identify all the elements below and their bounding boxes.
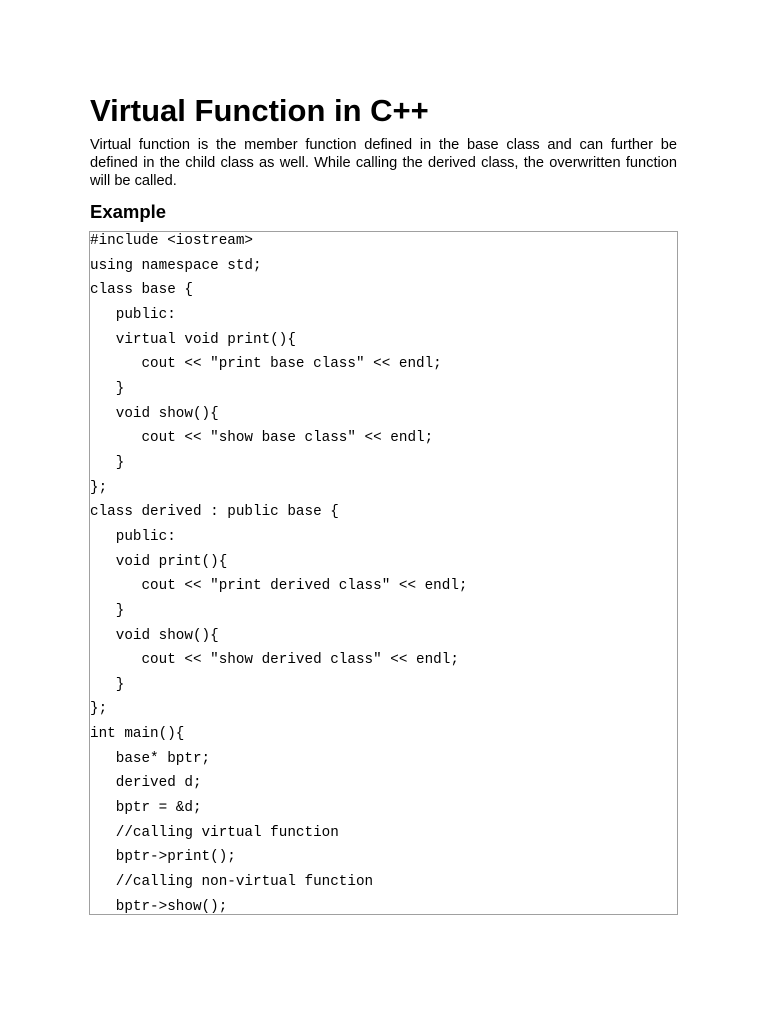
code-line: derived d; [90, 775, 202, 792]
page-title: Virtual Function in C++ [90, 93, 429, 128]
code-line: } [90, 454, 125, 471]
code-line: void show(){ [90, 405, 219, 422]
code-line: public: [90, 528, 176, 545]
code-line: } [90, 676, 125, 693]
example-heading: Example [90, 201, 167, 222]
code-line: //calling virtual function [90, 824, 339, 841]
code-block [89, 231, 678, 915]
code-line: void print(){ [90, 553, 228, 570]
code-line: }; [90, 701, 108, 718]
code-line: bptr->show(); [90, 898, 228, 915]
code-line: base* bptr; [90, 750, 211, 767]
code-line: //calling non-virtual function [90, 874, 374, 891]
code-line: using namespace std; [90, 257, 262, 274]
code-line: void show(){ [90, 627, 219, 644]
code-line: cout << "show base class" << endl; [90, 430, 434, 447]
code-line: int main(){ [90, 726, 185, 743]
intro-paragraph: Virtual function is the member function defined in the base class and can further be defined in the child class as well. While calling the derived class, the overwritten function will be called. [90, 137, 677, 189]
code-line: cout << "print derived class" << endl; [90, 578, 468, 595]
code-line: public: [90, 306, 176, 323]
code-line: } [90, 380, 125, 397]
code-line: bptr = &d; [90, 800, 202, 817]
code-line: bptr->print(); [90, 849, 236, 866]
code-line: cout << "print base class" << endl; [90, 356, 442, 373]
code-line: virtual void print(){ [90, 331, 296, 348]
code-line: cout << "show derived class" << endl; [90, 652, 459, 669]
code-line: class derived : public base { [90, 504, 339, 521]
code-line: #include <iostream> [90, 233, 254, 249]
code-line: class base { [90, 282, 193, 299]
code-lines [90, 232, 468, 915]
code-line: }; [90, 479, 108, 496]
code-line: } [90, 602, 125, 619]
